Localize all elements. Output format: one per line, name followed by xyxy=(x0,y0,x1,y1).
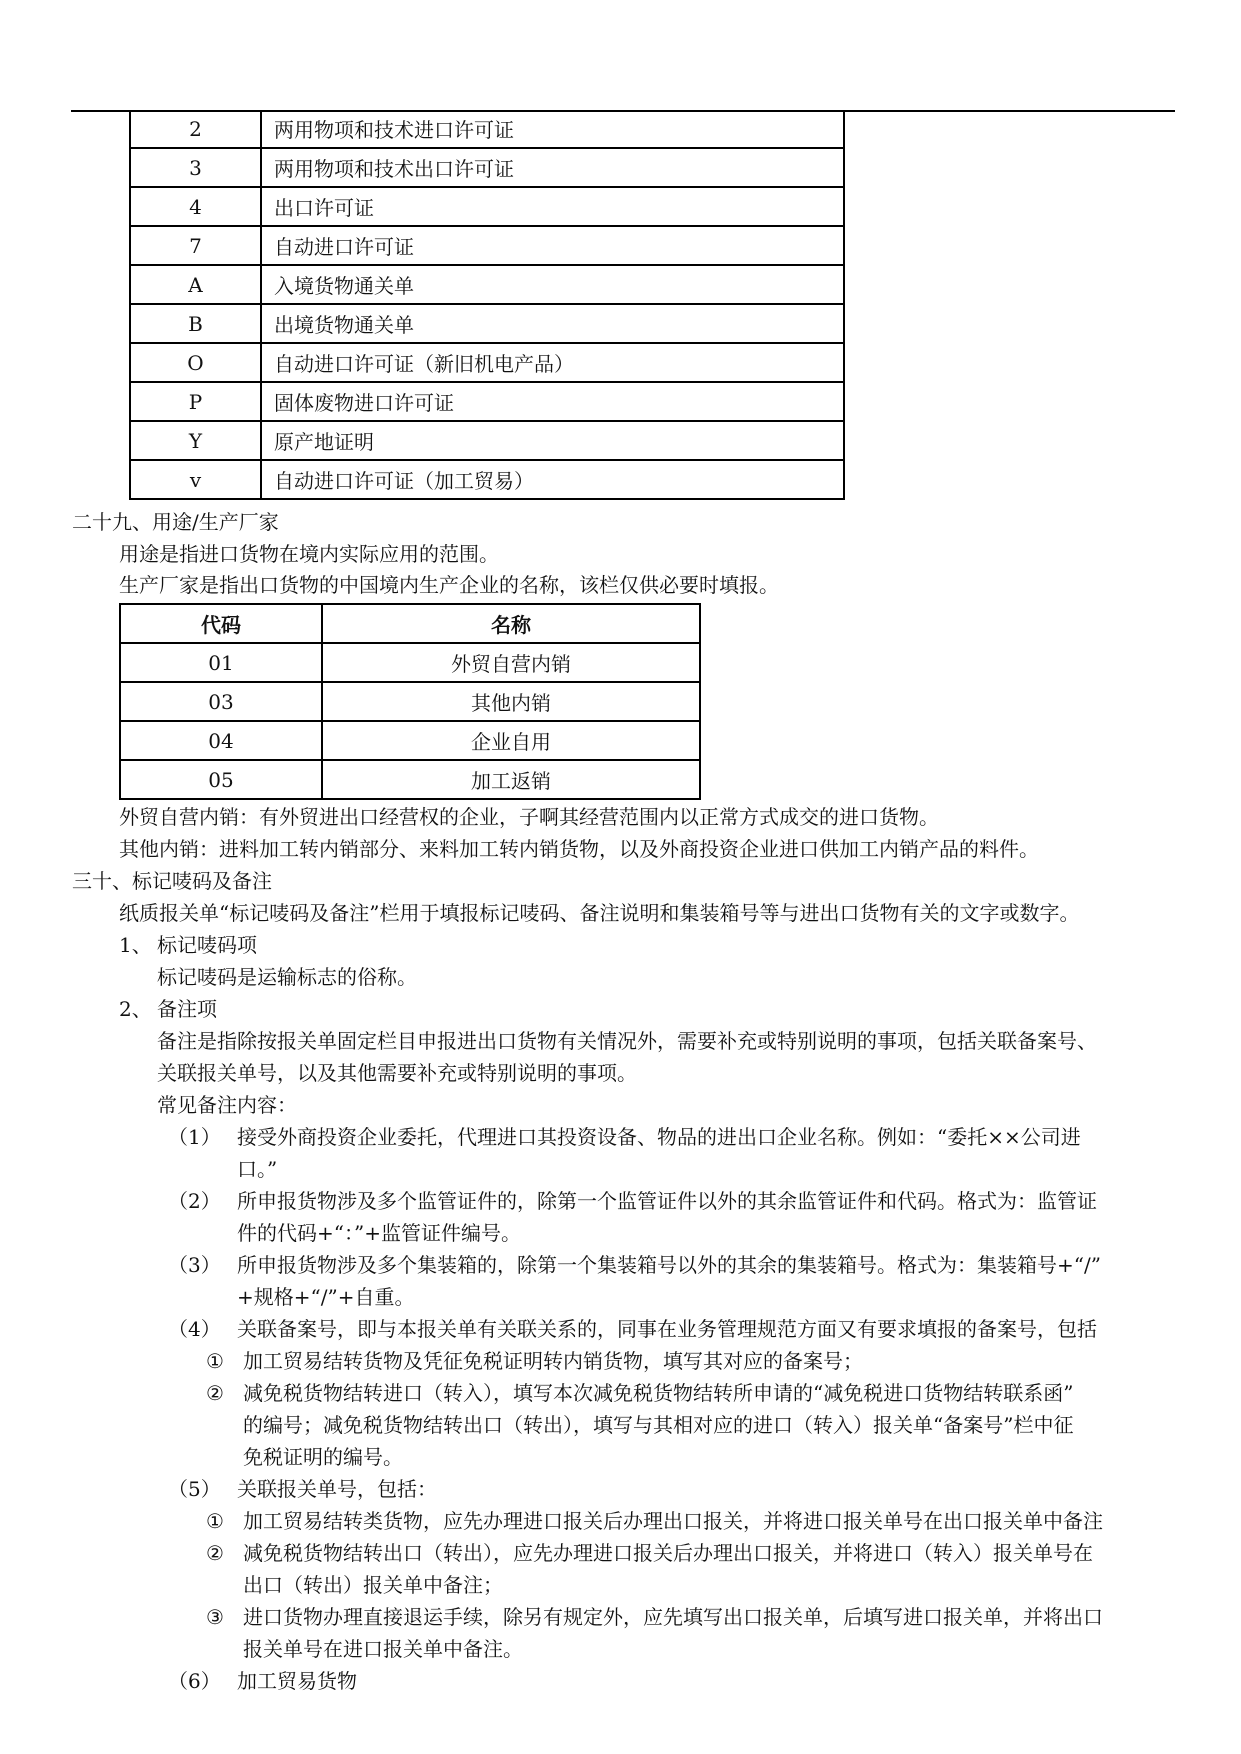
point-5-sub-2-number: ② xyxy=(206,1541,224,1565)
item-2-title: 备注项 xyxy=(157,997,217,1021)
table-header-code: 代码 xyxy=(120,604,322,643)
usage-code-cell: 04 xyxy=(120,721,322,760)
common-notes-label: 常见备注内容： xyxy=(157,1093,297,1117)
table-row xyxy=(130,226,844,265)
license-name-cell: 自动进口许可证 xyxy=(261,226,844,265)
table-row xyxy=(120,760,700,799)
table-row xyxy=(130,343,844,382)
point-5-sub-3-line-b: 报关单号在进口报关单中备注。 xyxy=(243,1637,523,1661)
license-name-cell: 入境货物通关单 xyxy=(261,265,844,304)
table-row xyxy=(130,110,844,148)
license-code-cell: B xyxy=(130,304,261,343)
table-row xyxy=(120,643,700,682)
usage-code-cell: 01 xyxy=(120,643,322,682)
section-30-intro: 纸质报关单“标记唛码及备注”栏用于填报标记唛码、备注说明和集装箱号等与进出口货物有关的文字或数字。 xyxy=(119,901,1080,925)
license-name-cell: 两用物项和技术进口许可证 xyxy=(261,110,844,148)
usage-code-table xyxy=(119,603,701,800)
note-2: 其他内销：进料加工转内销部分、来料加工转内销货物，以及外商投资企业进口供加工内销产品的料件。 xyxy=(119,837,1039,861)
license-name-cell: 自动进口许可证（新旧机电产品） xyxy=(261,343,844,382)
license-code-table xyxy=(129,110,845,500)
table-row xyxy=(120,721,700,760)
license-code-cell: P xyxy=(130,382,261,421)
point-3-line-b: +规格+“/”+自重。 xyxy=(237,1285,415,1309)
point-2-number: （2） xyxy=(168,1189,221,1213)
item-2-number: 2、 xyxy=(119,997,152,1021)
usage-code-cell: 03 xyxy=(120,682,322,721)
point-4-sub-2-line-a: 减免税货物结转进口（转入），填写本次减免税货物结转所申请的“减免税进口货物结转联系函” xyxy=(243,1381,1074,1405)
license-code-cell: 2 xyxy=(130,110,261,148)
point-2-line-b: 件的代码+“：”+监管证件编号。 xyxy=(237,1221,521,1245)
point-5-sub-1-number: ① xyxy=(206,1509,224,1533)
point-4-sub-1-number: ① xyxy=(206,1349,224,1373)
license-code-cell: Y xyxy=(130,421,261,460)
point-4-line-a: 关联备案号，即与本报关单有关联关系的，同事在业务管理规范方面又有要求填报的备案号，包括 xyxy=(237,1317,1097,1341)
item-1-text: 标记唛码是运输标志的俗称。 xyxy=(157,965,417,989)
point-4-sub-2-line-c: 免税证明的编号。 xyxy=(243,1445,403,1469)
point-6-number: （6） xyxy=(168,1669,221,1693)
point-5-sub-3-line-a: 进口货物办理直接退运手续，除另有规定外，应先填写出口报关单，后填写进口报关单，并将出口 xyxy=(243,1605,1103,1629)
table-row xyxy=(130,304,844,343)
section-29-heading: 二十九、用途/生产厂家 xyxy=(72,510,279,534)
point-4-number: （4） xyxy=(168,1317,221,1341)
usage-code-cell: 05 xyxy=(120,760,322,799)
license-code-cell: v xyxy=(130,460,261,499)
table-row xyxy=(130,421,844,460)
item-1-number: 1、 xyxy=(119,933,152,957)
item-2-text-a: 备注是指除按报关单固定栏目申报进出口货物有关情况外，需要补充或特别说明的事项，包括关联备案号、 xyxy=(157,1029,1097,1053)
license-code-cell: 3 xyxy=(130,148,261,187)
point-4-sub-1-text: 加工贸易结转货物及凭征免税证明转内销货物，填写其对应的备案号； xyxy=(243,1349,863,1373)
section-29-line1: 用途是指进口货物在境内实际应用的范围。 xyxy=(119,542,499,566)
point-5-sub-3-number: ③ xyxy=(206,1605,224,1629)
point-5-number: （5） xyxy=(168,1477,221,1501)
license-name-cell: 固体废物进口许可证 xyxy=(261,382,844,421)
license-name-cell: 两用物项和技术出口许可证 xyxy=(261,148,844,187)
note-1: 外贸自营内销：有外贸进出口经营权的企业，子啊其经营范围内以正常方式成交的进口货物。 xyxy=(119,805,939,829)
table-header-name: 名称 xyxy=(322,604,700,643)
point-2-line-a: 所申报货物涉及多个监管证件的，除第一个监管证件以外的其余监管证件和代码。格式为：监管证 xyxy=(237,1189,1097,1213)
point-1-line-a: 接受外商投资企业委托，代理进口其投资设备、物品的进出口企业名称。例如：“委托××公司进 xyxy=(237,1125,1081,1149)
point-5-sub-2-line-b: 出口（转出）报关单中备注； xyxy=(243,1573,503,1597)
table-row xyxy=(130,382,844,421)
item-2-text-b: 关联报关单号，以及其他需要补充或特别说明的事项。 xyxy=(157,1061,637,1085)
point-4-sub-2-line-b: 的编号；减免税货物结转出口（转出），填写与其相对应的进口（转入）报关单“备案号”栏中征 xyxy=(243,1413,1074,1437)
table-row xyxy=(120,682,700,721)
license-name-cell: 出口许可证 xyxy=(261,187,844,226)
point-3-line-a: 所申报货物涉及多个集装箱的，除第一个集装箱号以外的其余的集装箱号。格式为：集装箱号+“/” xyxy=(237,1253,1101,1277)
point-6-line-a: 加工贸易货物 xyxy=(237,1669,357,1693)
point-5-line-a: 关联报关单号，包括： xyxy=(237,1477,437,1501)
point-1-number: （1） xyxy=(168,1125,221,1149)
table-row xyxy=(130,148,844,187)
table-row xyxy=(130,460,844,499)
usage-name-cell: 其他内销 xyxy=(322,682,700,721)
table-row xyxy=(130,265,844,304)
usage-name-cell: 加工返销 xyxy=(322,760,700,799)
table-row xyxy=(130,187,844,226)
usage-name-cell: 企业自用 xyxy=(322,721,700,760)
point-3-number: （3） xyxy=(168,1253,221,1277)
point-1-line-b: 口。” xyxy=(237,1157,278,1181)
section-29-line2: 生产厂家是指出口货物的中国境内生产企业的名称，该栏仅供必要时填报。 xyxy=(119,573,779,597)
license-code-cell: A xyxy=(130,265,261,304)
point-5-sub-1-text: 加工贸易结转类货物，应先办理进口报关后办理出口报关，并将进口报关单号在出口报关单中备注 xyxy=(243,1509,1103,1533)
item-1-title: 标记唛码项 xyxy=(157,933,257,957)
license-name-cell: 出境货物通关单 xyxy=(261,304,844,343)
license-code-cell: 7 xyxy=(130,226,261,265)
usage-name-cell: 外贸自营内销 xyxy=(322,643,700,682)
section-30-heading: 三十、标记唛码及备注 xyxy=(72,869,272,893)
point-5-sub-2-line-a: 减免税货物结转出口（转出），应先办理进口报关后办理出口报关，并将进口（转入）报关单号在 xyxy=(243,1541,1093,1565)
license-name-cell: 原产地证明 xyxy=(261,421,844,460)
point-4-sub-2-number: ② xyxy=(206,1381,224,1405)
license-code-cell: 4 xyxy=(130,187,261,226)
license-code-cell: O xyxy=(130,343,261,382)
license-name-cell: 自动进口许可证（加工贸易） xyxy=(261,460,844,499)
